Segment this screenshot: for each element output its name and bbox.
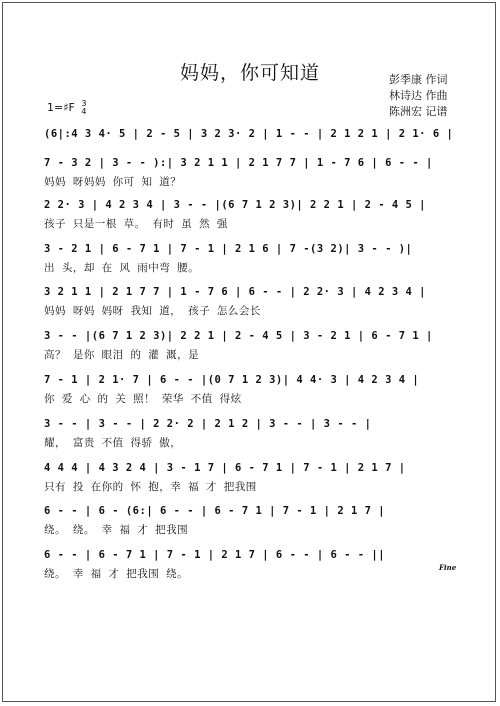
lyric-line: 绕。 绕。 幸 福 才 把我围 xyxy=(44,524,189,536)
key-signature xyxy=(47,100,86,116)
lyric-line: 出 头，却 在 风 雨中弯 腰。 xyxy=(44,262,200,274)
score-row xyxy=(44,505,456,549)
notation-line: 3 - - |(6 7 1 2 3)| 2 2 1 | 2 - 4 5 | 3 - 2 1 | 6 - 7 1 | xyxy=(44,330,433,342)
score-row xyxy=(44,549,456,593)
lyric-line: 妈妈 呀妈妈 你可 知 道？ xyxy=(44,176,182,188)
notation-line: 6 - - | 6 - (6:| 6 - - | 6 - 7 1 | 7 - 1 | 2 1 7 | xyxy=(44,505,386,517)
notation-line: 6 - - | 6 - 7 1 | 7 - 1 | 2 1 7 | 6 - - | 6 - - || xyxy=(44,549,386,561)
time-numerator: 3 xyxy=(81,99,87,108)
notation-line: 3 - 2 1 | 6 - 7 1 | 7 - 1 | 2 1 6 | 7 -(3 2)| 3 - - )| xyxy=(44,243,413,255)
notation-line: 3 - - | 3 - - | 2 2· 2 | 2 1 2 | 3 - - | 3 - - | xyxy=(44,418,372,430)
credits-block xyxy=(389,72,448,120)
lyric-line: 你 爱 心 的 关 照！ 荣华 不值 得炫 xyxy=(44,393,242,405)
lyric-line: 妈妈 呀妈 妈呀 我知 道， 孩子 怎么会长 xyxy=(44,305,261,317)
song-title: 妈妈，你可知道 xyxy=(179,62,320,84)
notation-line: 4 4 4 | 4 3 2 4 | 3 - 1 7 | 6 - 7 1 | 7 - 1 | 2 1 7 | xyxy=(44,462,406,474)
notation-line: (6|:4 3 4· 5 | 2 - 5 | 3 2 3· 2 | 1 - - | 2 1 2 1 | 2 1· 6 | xyxy=(44,128,454,140)
composer-credit: 林诗达 作曲 xyxy=(389,89,448,102)
score-row xyxy=(44,243,456,287)
lyric-line: 耀， 富贵 不值 得骄 傲， xyxy=(44,437,182,449)
notation-line: 7 - 1 | 2 1· 7 | 6 - - |(0 7 1 2 3)| 4 4· 3 | 4 2 3 4 | xyxy=(44,374,420,386)
time-signature xyxy=(81,100,86,116)
key-label: 1=♯F xyxy=(47,101,75,114)
lyric-line: 孩子 只是一根 草。 有时 虽 然 强 xyxy=(44,218,228,230)
fine-marking: Fine xyxy=(439,563,457,572)
lyric-line: 只有 投 在你的 怀 抱，幸 福 才 把我围 xyxy=(44,481,257,493)
score-row xyxy=(44,418,456,462)
transcriber-credit: 陈洲宏 记谱 xyxy=(389,105,448,118)
time-denominator: 4 xyxy=(81,107,87,116)
score-row xyxy=(44,374,456,418)
notation-line: 3 2 1 1 | 2 1 7 7 | 1 - 7 6 | 6 - - | 2 2· 3 | 4 2 3 4 | xyxy=(44,286,427,298)
notation-line: 2 2· 3 | 4 2 3 4 | 3 - - |(6 7 1 2 3)| 2 2 1 | 2 - 4 5 | xyxy=(44,199,427,211)
notation-line: 7 - 3 2 | 3 - - ):| 3 2 1 1 | 2 1 7 7 | 1 - 7 6 | 6 - - | xyxy=(44,157,433,169)
score-row xyxy=(44,462,456,506)
lyric-line: 高？ 是你 眼泪 的 灌 溉，是 xyxy=(44,349,200,361)
lyricist-credit: 彭季康 作词 xyxy=(389,73,448,86)
lyric-line: 绕。 幸 福 才 把我围 绕。 xyxy=(44,568,189,580)
score-row xyxy=(44,330,456,374)
score-row xyxy=(44,199,456,243)
score-row xyxy=(44,286,456,330)
score-row xyxy=(44,157,456,201)
